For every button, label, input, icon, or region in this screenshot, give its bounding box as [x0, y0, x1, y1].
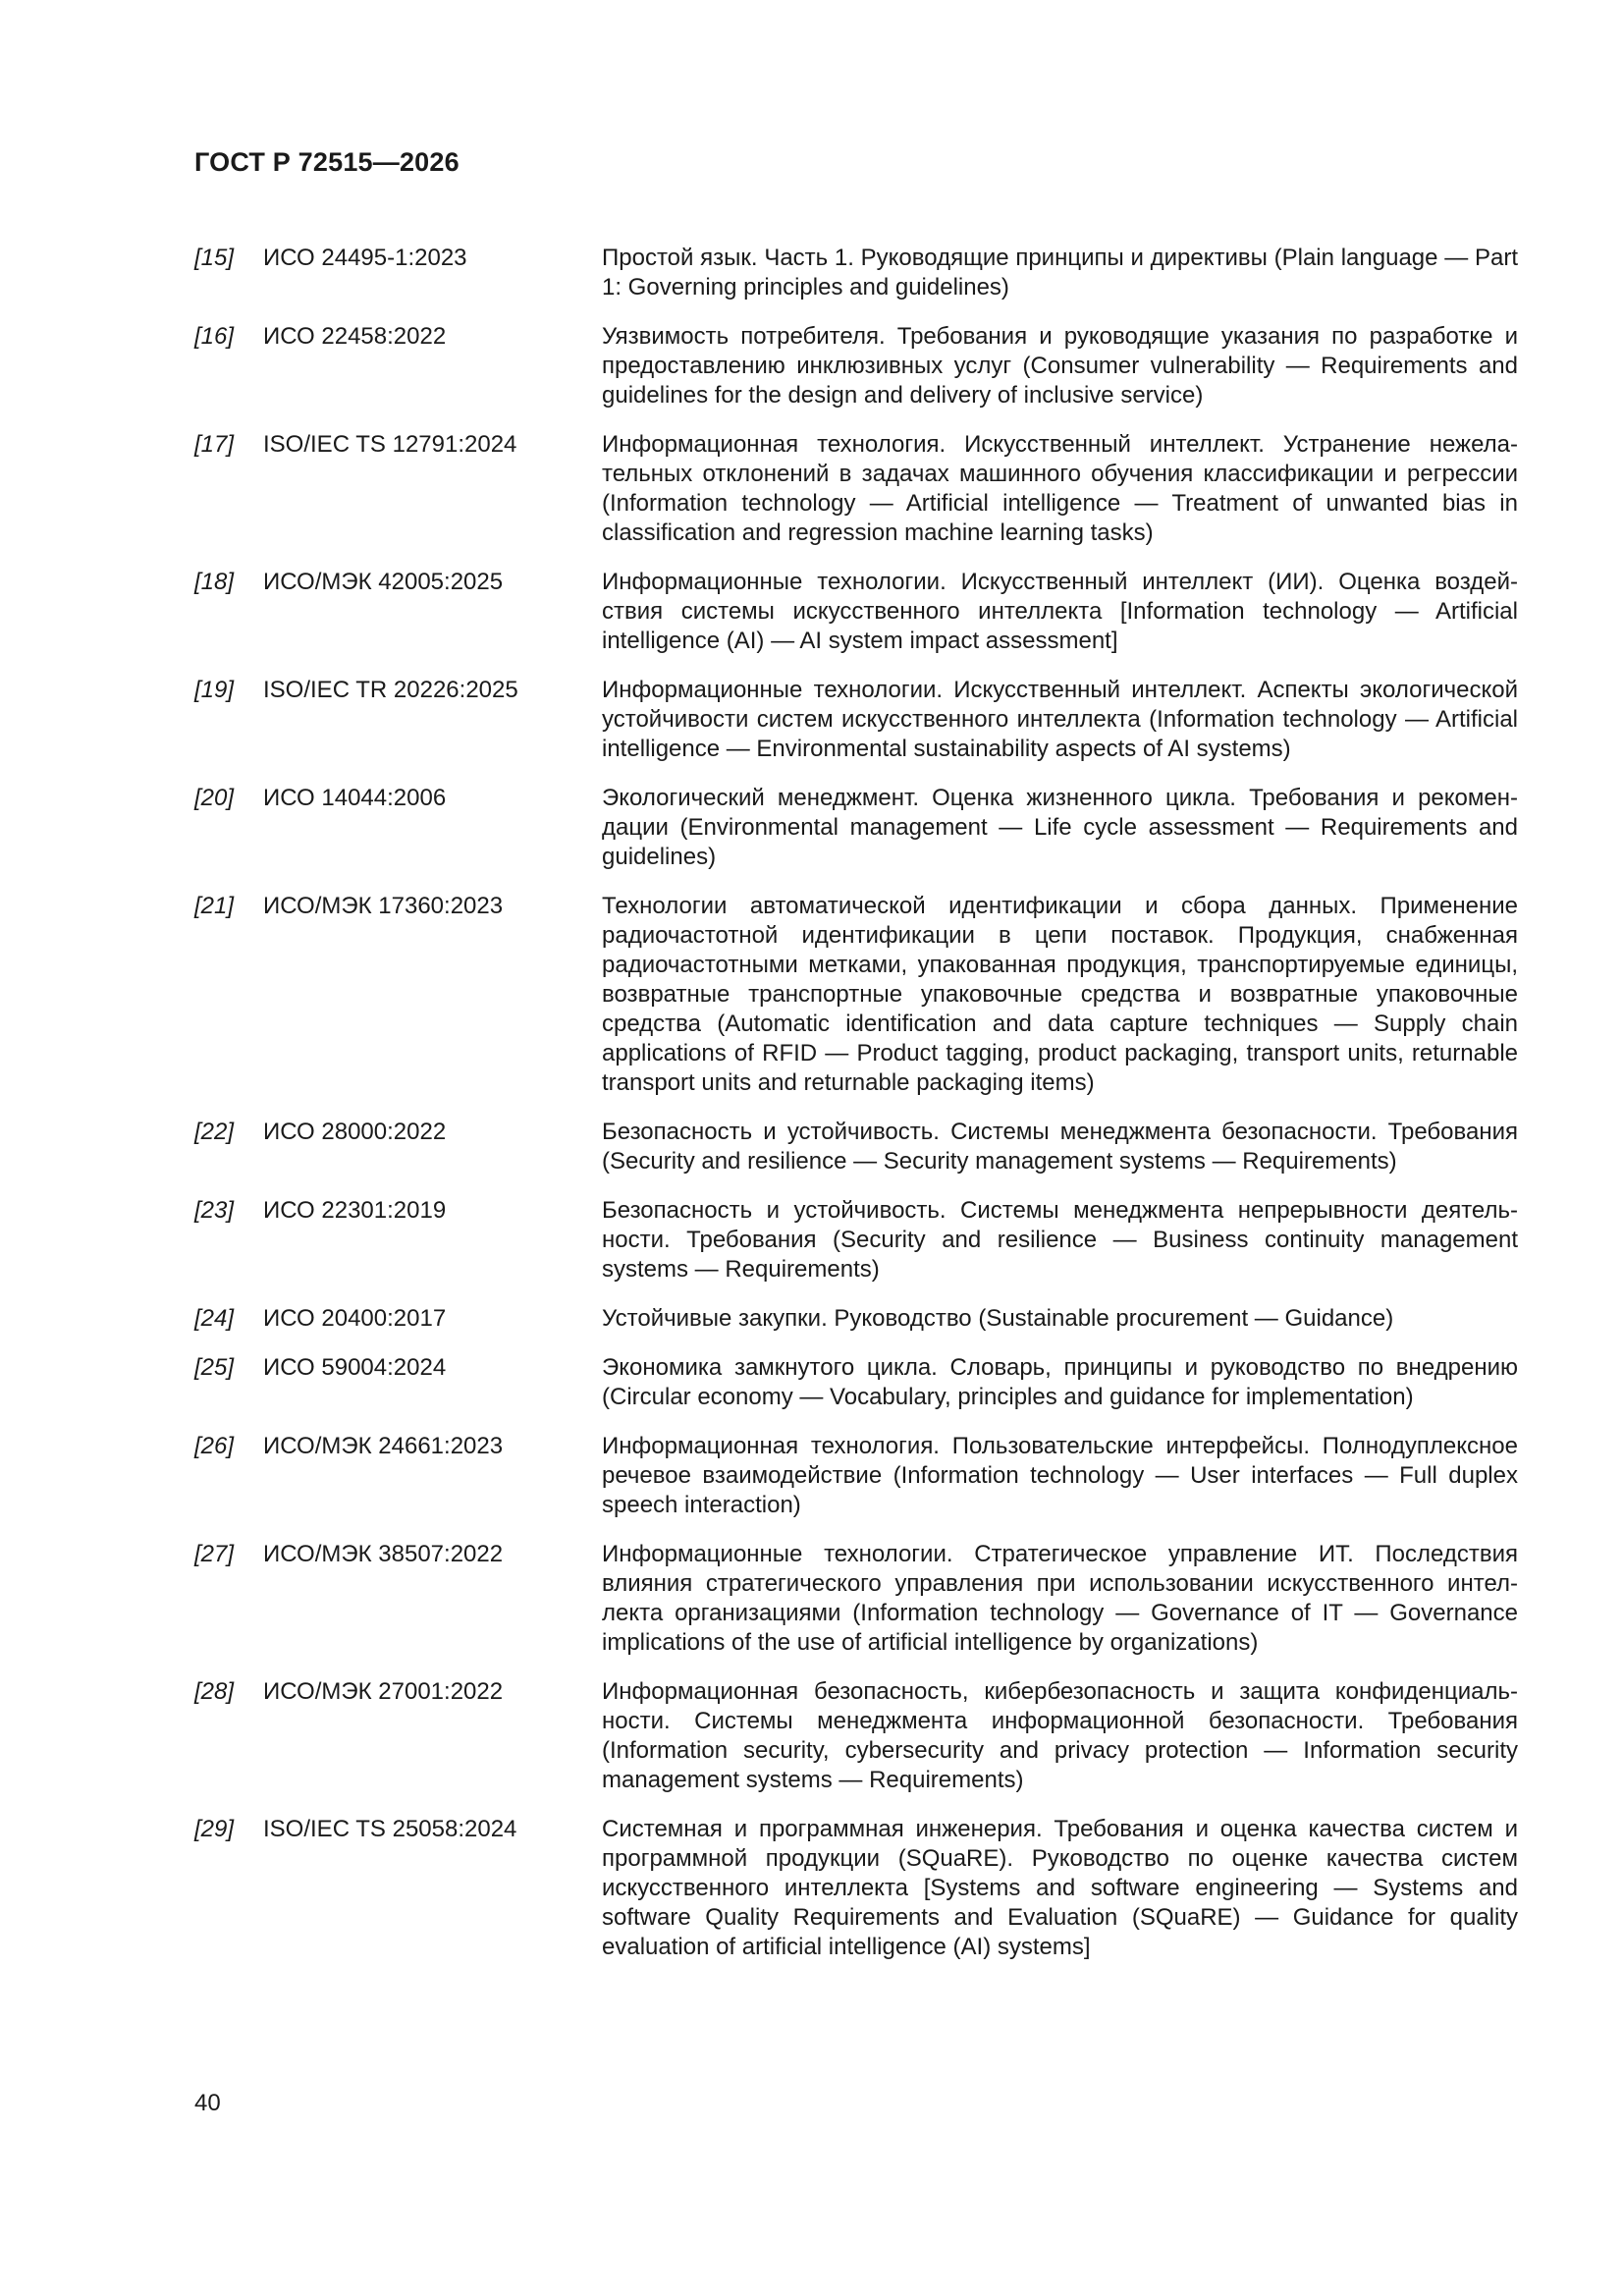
bibliography-entry [194, 322, 1518, 410]
bibliography-entry [194, 1353, 1518, 1412]
reference-number: [17] [194, 431, 235, 458]
bibliography-entry [194, 784, 1518, 872]
reference-title: Информационные технологии. Искусственный интеллект. Аспекты экологической устойчивости систем искусственного интеллекта (Information technology — Artificial intelligence — Environmental sustainability aspects of AI systems) [602, 677, 1518, 762]
reference-title: Информационные технологии. Стратегическое управление ИТ. Последствия влияния стратегического управления при использовании искусственного интеллекта организациями (Information technology — Governance of IT — Governance implications of the use of artificial intelligence by organizations) [602, 1541, 1518, 1656]
page-number: 40 [194, 2090, 221, 2116]
reference-number: [20] [194, 785, 235, 811]
reference-title: Уязвимость потребителя. Требования и руководящие указания по разработке и предоставлению инклюзивных услуг (Consumer vulnerability — Requirements and guidelines for the design and delivery of inclusive service) [602, 323, 1518, 409]
reference-title: Информационная безопасность, кибербезопасность и защита конфиденциальности. Системы менеджмента информационной безопасности. Требования (Information security, cybersecurity and privacy protection — Information security management systems — Requirements) [602, 1678, 1518, 1793]
bibliography-entry [194, 892, 1518, 1098]
reference-code: ИСО/МЭК 17360:2023 [263, 893, 504, 919]
reference-title: Информационная технология. Искусственный интеллект. Устранение нежелательных отклонений в задачах машинного обучения классификации и регрессии (Information technology — Artificial intelligence — Treatment of unwanted bias in classification and regression machine learning tasks) [602, 431, 1518, 546]
reference-code: ISO/IEC TR 20226:2025 [263, 677, 518, 703]
reference-title: Системная и программная инженерия. Требования и оценка качества систем и программной продукции (SQuaRE). Руководство по оценке качества систем искусственного интеллекта [Systems and software engineering — Systems and software Quality Requirements and Evaluation (SQuaRE) — Guidance for quality evaluation of artificial intelligence (AI) systems] [602, 1816, 1518, 1960]
reference-number: [27] [194, 1541, 235, 1567]
reference-code: ИСО/МЭК 24661:2023 [263, 1433, 504, 1459]
reference-number: [26] [194, 1433, 235, 1459]
reference-code: ИСО 22301:2019 [263, 1197, 447, 1224]
reference-title: Информационные технологии. Искусственный интеллект (ИИ). Оценка воздействия системы искусственного интеллекта [Information technology — Artificial intelligence (AI) — AI system impact assessment] [602, 569, 1518, 654]
bibliography-entry [194, 430, 1518, 548]
reference-number: [24] [194, 1305, 235, 1332]
bibliography-entry [194, 568, 1518, 656]
bibliography-entry [194, 1304, 1518, 1334]
reference-number: [23] [194, 1197, 235, 1224]
bibliography-entry [194, 1196, 1518, 1285]
reference-number: [25] [194, 1354, 235, 1381]
reference-code: ИСО/МЭК 27001:2022 [263, 1678, 504, 1705]
reference-number: [15] [194, 245, 235, 271]
reference-title: Информационная технология. Пользовательские интерфейсы. Полнодуплексное речевое взаимодействие (Information technology — User interfaces — Full duplex speech interaction) [602, 1433, 1518, 1518]
reference-code: ИСО 28000:2022 [263, 1119, 447, 1145]
reference-number: [28] [194, 1678, 235, 1705]
reference-code: ИСО/МЭК 38507:2022 [263, 1541, 504, 1567]
bibliography-entry [194, 1118, 1518, 1176]
reference-code: ИСО 59004:2024 [263, 1354, 447, 1381]
reference-number: [16] [194, 323, 235, 350]
bibliography-entry [194, 676, 1518, 764]
reference-number: [18] [194, 569, 235, 595]
reference-code: ИСО 20400:2017 [263, 1305, 447, 1332]
reference-title: Экологический менеджмент. Оценка жизненного цикла. Требования и рекомендации (Environmental management — Life cycle assessment — Requirements and guidelines) [602, 785, 1518, 870]
reference-code: ИСО 14044:2006 [263, 785, 447, 811]
reference-code: ИСО 24495-1:2023 [263, 245, 467, 271]
bibliography-entry [194, 1540, 1518, 1658]
bibliography-list [194, 244, 1518, 1982]
reference-title: Безопасность и устойчивость. Системы менеджмента непрерывности деятельности. Требования (Security and resilience — Business continuity management systems — Requirements) [602, 1197, 1518, 1283]
reference-code: ИСО 22458:2022 [263, 323, 447, 350]
reference-code: ISO/IEC TS 25058:2024 [263, 1816, 517, 1842]
reference-title: Экономика замкнутого цикла. Словарь, принципы и руководство по внедрению (Circular economy — Vocabulary, principles and guidance for implementation) [602, 1354, 1518, 1410]
reference-title: Технологии автоматической идентификации и сбора данных. Применение радиочастотной идентификации в цепи поставок. Продукция, снабженная радиочастотными метками, упакованная продукция, транспортируемые единицы, возвратные транспортные упаковочные средства и возвратные упаковочные средства (Automatic identification and data capture techniques — Supply chain applications of RFID — Product tagging, product packaging, transport units, returnable transport units and returnable packaging items) [602, 893, 1518, 1096]
reference-number: [22] [194, 1119, 235, 1145]
bibliography-entry [194, 1677, 1518, 1795]
bibliography-entry [194, 1432, 1518, 1520]
reference-code: ИСО/МЭК 42005:2025 [263, 569, 504, 595]
reference-number: [19] [194, 677, 235, 703]
reference-title: Безопасность и устойчивость. Системы менеджмента безопасности. Требования (Security and resilience — Security management systems — Requirements) [602, 1119, 1518, 1175]
bibliography-entry [194, 1815, 1518, 1962]
reference-title: Простой язык. Часть 1. Руководящие принципы и директивы (Plain language — Part 1: Governing principles and guidelines) [602, 245, 1518, 301]
reference-number: [29] [194, 1816, 235, 1842]
document-header: ГОСТ Р 72515—2026 [194, 147, 460, 177]
reference-code: ISO/IEC TS 12791:2024 [263, 431, 517, 458]
bibliography-entry [194, 244, 1518, 302]
reference-number: [21] [194, 893, 235, 919]
reference-title: Устойчивые закупки. Руководство (Sustainable procurement — Guidance) [602, 1305, 1394, 1332]
